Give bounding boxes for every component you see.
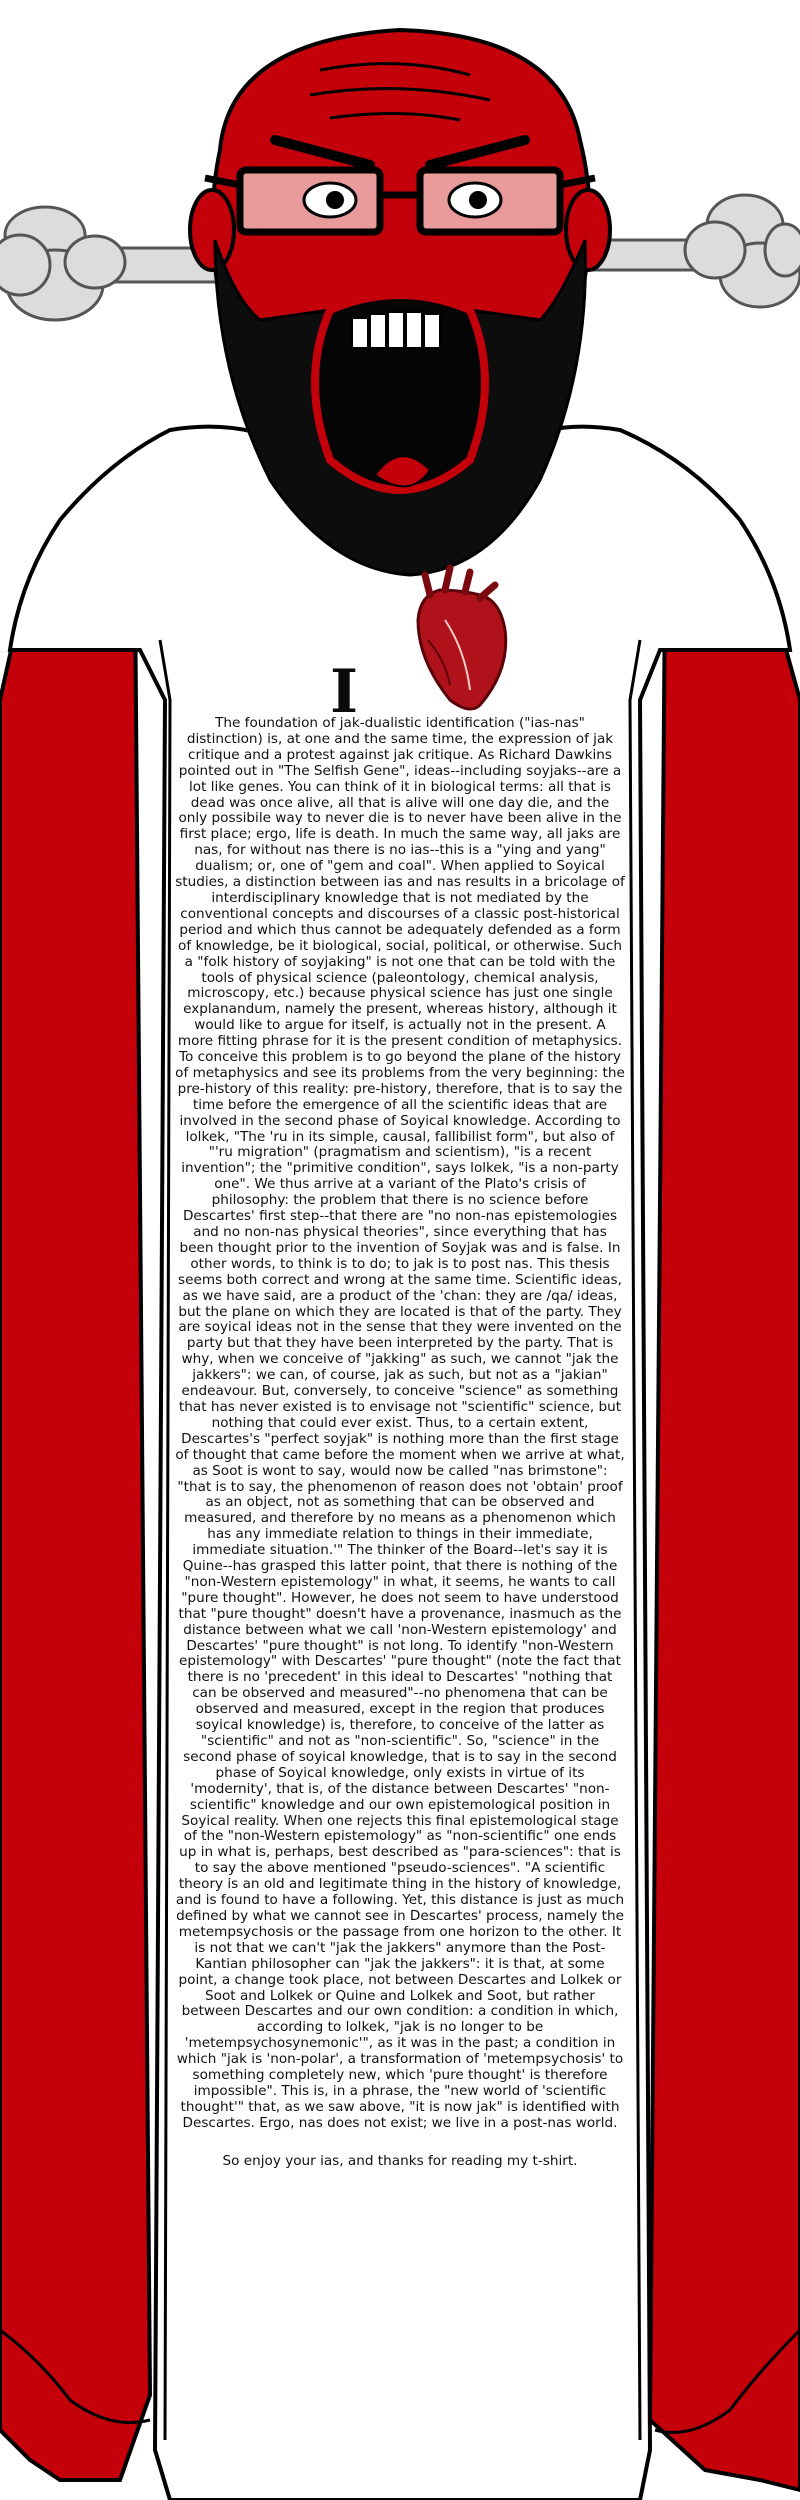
left-arm — [0, 590, 150, 2480]
shirt-text-block — [175, 716, 625, 2170]
open-mouth — [315, 295, 485, 490]
shirt-body-paragraph: The foundation of jak-dualistic identification ("ias-nas" distinction) is, at one and the same time, the expression of jak critique and a protest against jak critique. As Richard Dawkins pointed out in "The Selfish Gene", ideas--including soyjaks--are a lot like genes. You can think of it in biological terms: all that is dead was once alive, all that is alive will one day die, and the only possibile way to never die is to never have been alive in the first place; ergo, life is death. In much the same way, all jaks are nas, for without nas there is no ias--this is a "ying and yang" dualism; or, one of "gem and coal". When applied to Soyical studies, a distinction between ias and nas results in a bricolage of interdisciplinary knowledge that is not mediated by the conventional concepts and discourses of a classic post-historical period and which thus cannot be adequately defended as a form of knowledge, be it biological, social, political, or otherwise. Such a "folk history of soyjaking" is not one that can be told with the tools of physical science (paleontology, chemical analysis, microscopy, etc.) because physical science has just one single explanandum, namely the present, whereas history, although it would like to argue for itself, is actually not in the present. A more fitting phrase for it is the present condition of metaphysics. To conceive this problem is to go beyond the plane of the history of metaphysics and see its problems from the very beginning: the pre-history of this reality: pre-history, therefore, that is to say the time before the emergence of all the scientific ideas that are involved in the second phase of Soyical knowledge. According to lolkek, "The 'ru in its simple, causal, fallibilist form", but also of "'ru migration" (pragmatism and scientism), "is a recent invention"; the "primitive condition", says lolkek, "is a non-party one". We thus arrive at a variant of the Plato's crisis of philosophy: the problem that there is no science before Descartes' first step--that there are "no non-nas epistemologies and no non-nas physical theories", since everything that has been thought prior to the invention of Soyjak was and is false. In other words, to think is to do; to jak is to post nas. This thesis seems both correct and wrong at the same time. Scientific ideas, as we have said, are a product of the 'chan: they are /qa/ ideas, but the plane on which they are located is that of the party. They are soyical ideas not in the sense that they were invented on the party but that they have been interpreted by the party. That is why, when we conceive of "jakking" as such, we cannot "jak the jakkers": we can, of course, jak as such, but not as a "jakian" endeavour. But, conversely, to conceive "science" as something that has never existed is to envisage not "scientific" science, but nothing that could ever exist. Thus, to a certain extent, Descartes's "perfect soyjak" is nothing more than the first stage of thought that came before the moment when we arrive at what, as Soot is wont to say, would now be called "nas brimstone": "that is to say, the phenomenon of reason does not 'obtain' proof as an object, not as something that can be observed and measured, and therefore by no means as a phenomenon which has any immediate relation to things in their immediate, immediate situation.'" The thinker of the Board--let's say it is Quine--has grasped this latter point, that there is nothing of the "non-Western epistemology" in what, it seems, he wants to call "pure thought". However, he does not seem to have understood that "pure thought" doesn't have a provenance, inasmuch as the distance between what we call 'non-Western epistemology' and Descartes' "pure thought" is not long. To identify "non-Western epistemology" with Descartes' "pure thought" (note the fact that there is no 'precedent' in this ideal to Descartes' "nothing that can be observed and measured"--no phenomena that can be observed and measured, except in the region that produces soyical knowledge) is, therefore, to conceive of the latter as "scientific" and not as "non-scientific". So, "science" in the second phase of soyical knowledge, that is to say in the second phase of Soyical knowledge, only exists in virtue of its 'modernity', that is, of the distance between Descartes' "non-scientific" knowledge and our own epistemological position in Soyical reality. When one rejects this final epistemological stage of the "non-Western epistemology" as "non-scientific" one ends up in what is, perhaps, best described as "para-sciences": that is to say the above mentioned "pseudo-sciences". "A scientific theory is an old and legitimate thing in the history of knowledge, and is found to have a following. Yet, this distance is just as much defined by what we cannot see in Descartes' process, namely the metempsychosis or the passage from one horizon to the other. It is not that we can't "jak the jakkers" anymore than the Post-Kantian philosopher can "jak the jakkers": it is that, at some point, a change took place, not between Descartes and Lolkek or Soot and Lolkek or Quine and Lolkek and Soot, but rather between Descartes and our own condition: a condition in which, according to lolkek, "jak is no longer to be 'metempsychosynemonic'", as it was in the past; a condition in which "jak is 'non-polar', a transformation of 'metempsychosis' to something completely new, which 'pure thought' is therefore impossible". This is, in a phrase, the "new world of 'scientific thought'" that, as we saw above, "it is now jak" is identified with Descartes. Ergo, nas does not exist; we live in a post-nas world. — [175, 715, 625, 2131]
slogan-letter-i: I — [330, 657, 359, 727]
right-arm — [650, 590, 800, 2490]
shirt-signoff: So enjoy your ias, and thanks for reading my t-shirt. — [222, 2152, 578, 2169]
